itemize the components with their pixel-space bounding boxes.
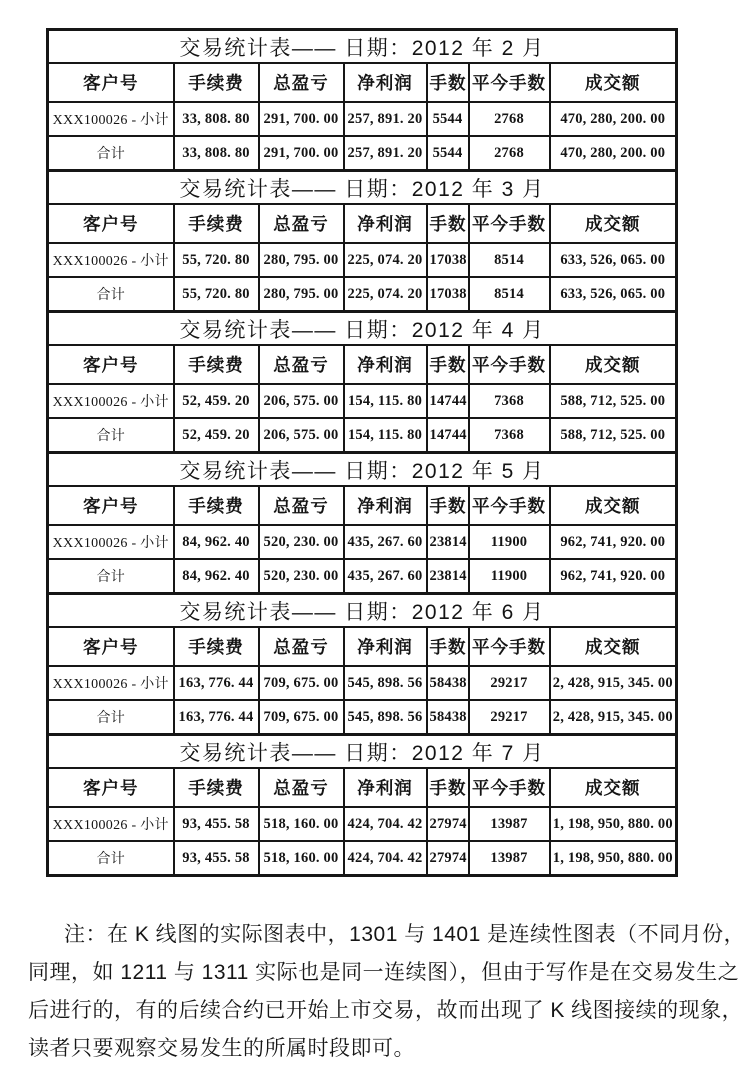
data-cell: 520, 230. 00 xyxy=(259,525,344,559)
data-cell: 225, 074. 20 xyxy=(344,277,427,312)
column-header: 总盈亏 xyxy=(259,63,344,102)
column-header: 手数 xyxy=(427,768,469,807)
data-cell: 52, 459. 20 xyxy=(174,384,259,418)
column-header: 净利润 xyxy=(344,627,427,666)
table-title: 交易统计表—— 日期：2012 年 4 月 xyxy=(48,312,677,346)
trade-stats-table xyxy=(46,451,678,595)
table-title: 交易统计表—— 日期：2012 年 3 月 xyxy=(48,171,677,205)
data-cell: 1, 198, 950, 880. 00 xyxy=(550,841,677,876)
trade-stats-table xyxy=(46,592,678,736)
data-cell: 2768 xyxy=(469,102,550,136)
row-label: 合计 xyxy=(48,136,174,171)
header-row xyxy=(48,63,677,102)
data-cell: 291, 700. 00 xyxy=(259,102,344,136)
data-cell: 962, 741, 920. 00 xyxy=(550,525,677,559)
data-cell: 588, 712, 525. 00 xyxy=(550,418,677,453)
row-label: 合计 xyxy=(48,841,174,876)
data-cell: 962, 741, 920. 00 xyxy=(550,559,677,594)
row-label: XXX100026 - 小计 xyxy=(48,384,174,418)
header-row xyxy=(48,204,677,243)
subtotal-row xyxy=(48,807,677,841)
header-row xyxy=(48,768,677,807)
total-row xyxy=(48,700,677,735)
column-header: 平今手数 xyxy=(469,204,550,243)
subtotal-row xyxy=(48,384,677,418)
row-label: XXX100026 - 小计 xyxy=(48,102,174,136)
data-cell: 257, 891. 20 xyxy=(344,102,427,136)
data-cell: 52, 459. 20 xyxy=(174,418,259,453)
column-header: 总盈亏 xyxy=(259,486,344,525)
data-cell: 58438 xyxy=(427,700,469,735)
data-cell: 520, 230. 00 xyxy=(259,559,344,594)
column-header: 总盈亏 xyxy=(259,345,344,384)
header-row xyxy=(48,627,677,666)
column-header: 手数 xyxy=(427,486,469,525)
column-header: 净利润 xyxy=(344,345,427,384)
subtotal-row xyxy=(48,666,677,700)
data-cell: 2, 428, 915, 345. 00 xyxy=(550,666,677,700)
column-header: 总盈亏 xyxy=(259,204,344,243)
column-header: 手数 xyxy=(427,345,469,384)
footnote-line: 注：在 K 线图的实际图表中，1301 与 1401 是连续性图表（不同月份， xyxy=(64,923,746,946)
column-header: 手数 xyxy=(427,63,469,102)
data-cell: 470, 280, 200. 00 xyxy=(550,136,677,171)
table-title: 交易统计表—— 日期：2012 年 6 月 xyxy=(48,594,677,628)
tables-container xyxy=(46,28,675,877)
data-cell: 424, 704. 42 xyxy=(344,841,427,876)
data-cell: 470, 280, 200. 00 xyxy=(550,102,677,136)
data-cell: 14744 xyxy=(427,384,469,418)
column-header: 平今手数 xyxy=(469,345,550,384)
data-cell: 23814 xyxy=(427,559,469,594)
data-cell: 280, 795. 00 xyxy=(259,277,344,312)
data-cell: 424, 704. 42 xyxy=(344,807,427,841)
data-cell: 1, 198, 950, 880. 00 xyxy=(550,807,677,841)
data-cell: 14744 xyxy=(427,418,469,453)
column-header: 净利润 xyxy=(344,63,427,102)
data-cell: 58438 xyxy=(427,666,469,700)
data-cell: 588, 712, 525. 00 xyxy=(550,384,677,418)
column-header: 手续费 xyxy=(174,768,259,807)
column-header: 成交额 xyxy=(550,768,677,807)
data-cell: 29217 xyxy=(469,666,550,700)
column-header: 手续费 xyxy=(174,63,259,102)
data-cell: 27974 xyxy=(427,807,469,841)
column-header: 成交额 xyxy=(550,627,677,666)
data-cell: 633, 526, 065. 00 xyxy=(550,277,677,312)
data-cell: 206, 575. 00 xyxy=(259,418,344,453)
column-header: 平今手数 xyxy=(469,627,550,666)
trade-stats-table xyxy=(46,169,678,313)
column-header: 成交额 xyxy=(550,204,677,243)
data-cell: 93, 455. 58 xyxy=(174,807,259,841)
total-row xyxy=(48,841,677,876)
table-title: 交易统计表—— 日期：2012 年 7 月 xyxy=(48,735,677,769)
data-cell: 93, 455. 58 xyxy=(174,841,259,876)
data-cell: 291, 700. 00 xyxy=(259,136,344,171)
data-cell: 13987 xyxy=(469,807,550,841)
data-cell: 709, 675. 00 xyxy=(259,666,344,700)
column-header: 成交额 xyxy=(550,63,677,102)
data-cell: 84, 962. 40 xyxy=(174,525,259,559)
data-cell: 11900 xyxy=(469,559,550,594)
trade-stats-table xyxy=(46,733,678,877)
data-cell: 5544 xyxy=(427,136,469,171)
data-cell: 55, 720. 80 xyxy=(174,277,259,312)
row-label: XXX100026 - 小计 xyxy=(48,807,174,841)
footnote-line: 后进行的，有的后续合约已开始上市交易，故而出现了 K 线图接续的现象， xyxy=(28,999,744,1022)
column-header: 总盈亏 xyxy=(259,627,344,666)
data-cell: 709, 675. 00 xyxy=(259,700,344,735)
data-cell: 2768 xyxy=(469,136,550,171)
column-header: 客户号 xyxy=(48,486,174,525)
total-row xyxy=(48,277,677,312)
data-cell: 257, 891. 20 xyxy=(344,136,427,171)
column-header: 净利润 xyxy=(344,768,427,807)
data-cell: 84, 962. 40 xyxy=(174,559,259,594)
column-header: 净利润 xyxy=(344,204,427,243)
data-cell: 280, 795. 00 xyxy=(259,243,344,277)
data-cell: 17038 xyxy=(427,277,469,312)
data-cell: 225, 074. 20 xyxy=(344,243,427,277)
trade-stats-table xyxy=(46,28,678,172)
total-row xyxy=(48,559,677,594)
column-header: 平今手数 xyxy=(469,768,550,807)
data-cell: 545, 898. 56 xyxy=(344,700,427,735)
data-cell: 13987 xyxy=(469,841,550,876)
data-cell: 5544 xyxy=(427,102,469,136)
total-row xyxy=(48,418,677,453)
data-cell: 2, 428, 915, 345. 00 xyxy=(550,700,677,735)
subtotal-row xyxy=(48,102,677,136)
data-cell: 154, 115. 80 xyxy=(344,418,427,453)
data-cell: 435, 267. 60 xyxy=(344,559,427,594)
row-label: 合计 xyxy=(48,700,174,735)
data-cell: 633, 526, 065. 00 xyxy=(550,243,677,277)
column-header: 手续费 xyxy=(174,204,259,243)
data-cell: 435, 267. 60 xyxy=(344,525,427,559)
data-cell: 29217 xyxy=(469,700,550,735)
column-header: 客户号 xyxy=(48,63,174,102)
row-label: XXX100026 - 小计 xyxy=(48,243,174,277)
footnote-line: 读者只要观察交易发生的所属时段即可。 xyxy=(28,1037,415,1060)
subtotal-row xyxy=(48,525,677,559)
column-header: 平今手数 xyxy=(469,486,550,525)
data-cell: 7368 xyxy=(469,418,550,453)
column-header: 客户号 xyxy=(48,204,174,243)
table-title: 交易统计表—— 日期：2012 年 5 月 xyxy=(48,453,677,487)
footnote-line: 同理，如 1211 与 1311 实际也是同一连续图），但由于写作是在交易发生之 xyxy=(28,961,740,984)
column-header: 总盈亏 xyxy=(259,768,344,807)
subtotal-row xyxy=(48,243,677,277)
total-row xyxy=(48,136,677,171)
data-cell: 33, 808. 80 xyxy=(174,102,259,136)
row-label: XXX100026 - 小计 xyxy=(48,525,174,559)
column-header: 手续费 xyxy=(174,345,259,384)
header-row xyxy=(48,486,677,525)
column-header: 手数 xyxy=(427,204,469,243)
column-header: 净利润 xyxy=(344,486,427,525)
column-header: 手数 xyxy=(427,627,469,666)
table-title: 交易统计表—— 日期：2012 年 2 月 xyxy=(48,30,677,64)
data-cell: 55, 720. 80 xyxy=(174,243,259,277)
footnote xyxy=(28,916,746,1068)
row-label: 合计 xyxy=(48,559,174,594)
trade-stats-table xyxy=(46,310,678,454)
data-cell: 27974 xyxy=(427,841,469,876)
data-cell: 11900 xyxy=(469,525,550,559)
column-header: 手续费 xyxy=(174,627,259,666)
row-label: 合计 xyxy=(48,418,174,453)
data-cell: 163, 776. 44 xyxy=(174,666,259,700)
column-header: 手续费 xyxy=(174,486,259,525)
data-cell: 518, 160. 00 xyxy=(259,807,344,841)
data-cell: 7368 xyxy=(469,384,550,418)
column-header: 成交额 xyxy=(550,345,677,384)
data-cell: 163, 776. 44 xyxy=(174,700,259,735)
data-cell: 154, 115. 80 xyxy=(344,384,427,418)
column-header: 成交额 xyxy=(550,486,677,525)
data-cell: 17038 xyxy=(427,243,469,277)
header-row xyxy=(48,345,677,384)
column-header: 客户号 xyxy=(48,768,174,807)
data-cell: 8514 xyxy=(469,243,550,277)
data-cell: 206, 575. 00 xyxy=(259,384,344,418)
row-label: 合计 xyxy=(48,277,174,312)
column-header: 客户号 xyxy=(48,627,174,666)
row-label: XXX100026 - 小计 xyxy=(48,666,174,700)
data-cell: 518, 160. 00 xyxy=(259,841,344,876)
data-cell: 23814 xyxy=(427,525,469,559)
data-cell: 8514 xyxy=(469,277,550,312)
column-header: 客户号 xyxy=(48,345,174,384)
data-cell: 33, 808. 80 xyxy=(174,136,259,171)
data-cell: 545, 898. 56 xyxy=(344,666,427,700)
column-header: 平今手数 xyxy=(469,63,550,102)
